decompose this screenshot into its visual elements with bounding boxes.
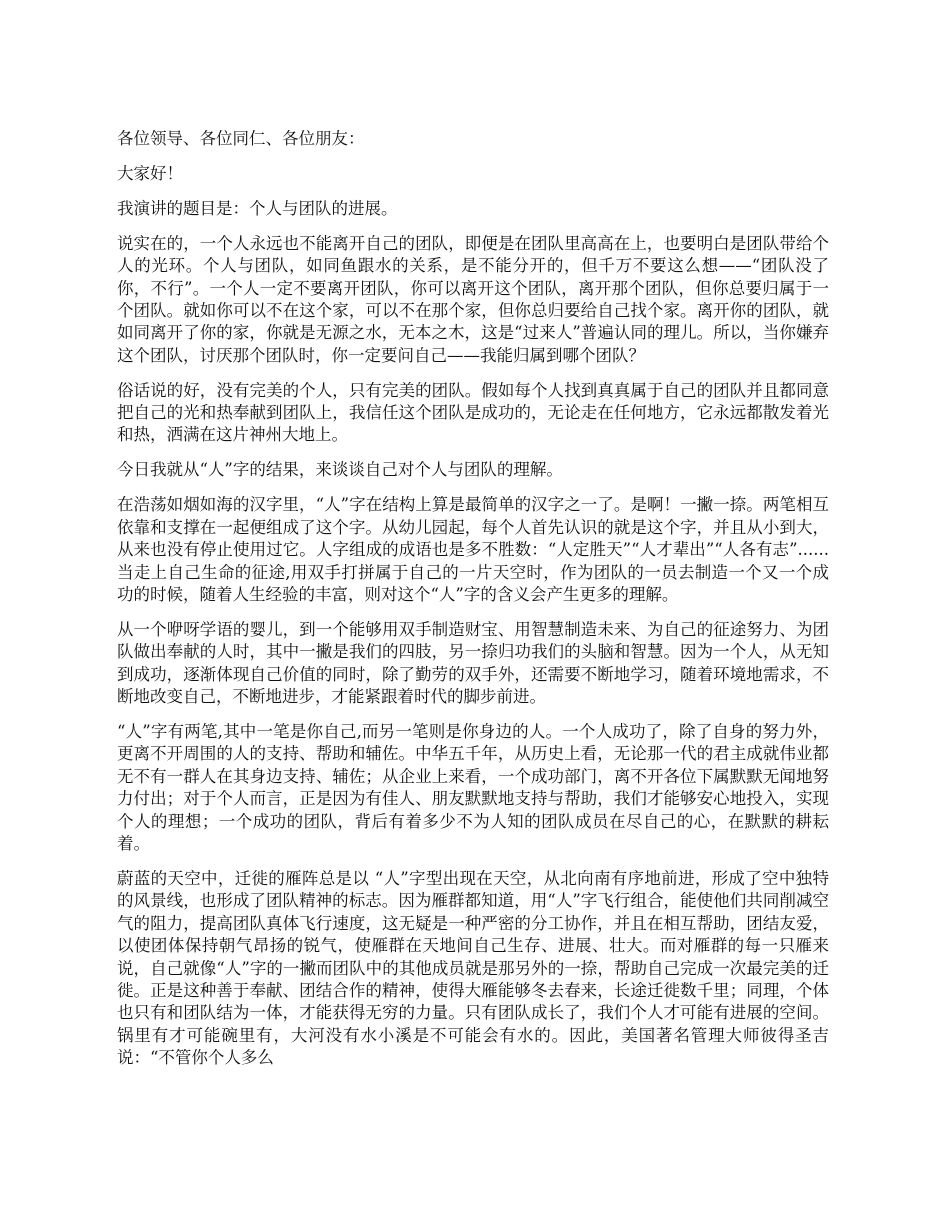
body-paragraph: 从一个咿呀学语的婴儿，到一个能够用双手制造财宝、用智慧制造未来、为自己的征途努力、为团队做出奉献的人时，其中一撇是我们的四肢，另一捺归功我们的头脑和智慧。因为一个人，从无知到成功，逐渐体现自己价值的同时，除了勤劳的双手外，还需要不断地学习，随着环境地需求，不断地改变自己，不断地进步，才能紧跟着时代的脚步前进。 xyxy=(117,619,829,707)
body-paragraph: 在浩荡如烟如海的汉字里，“人”字在结构上算是最简单的汉字之一了。是啊！一撇一捺。两笔相互依靠和支撑在一起便组成了这个字。从幼儿园起，每个人首先认识的就是这个字，并且从小到大，从来也没有停止使用过它。人字组成的成语也是多不胜数：“人定胜天”“人才辈出”“人各有志”......当走上自己生命的征途,用双手打拼属于自己的一片天空时，作为团队的一员去制造一个又一个成功的时候，随着人生经验的丰富，则对这个“人”字的含义会产生更多的理解。 xyxy=(117,495,829,604)
body-paragraph: “人”字有两笔,其中一笔是你自己,而另一笔则是你身边的人。一个人成功了，除了自身的努力外，更离不开周围的人的支持、帮助和辅佐。中华五千年，从历史上看，无论那一代的君主成就伟业都无不有一群人在其身边支持、辅佐；从企业上来看，一个成功部门，离不开各位下属默默无闻地努力付出；对于个人而言，正是因为有佳人、朋友默默地支持与帮助，我们才能够安心地投入，实现个人的理想；一个成功的团队，背后有着多少不为人知的团队成员在尽自己的心，在默默的耕耘着。 xyxy=(117,721,829,853)
greeting: 大家好！ xyxy=(117,163,183,183)
body-paragraph: 今日我就从“人”字的结果，来谈谈自己对个人与团队的理解。 xyxy=(117,460,563,480)
speech-topic: 我演讲的题目是：个人与团队的进展。 xyxy=(117,198,398,218)
body-paragraph: 说实在的，一个人永远也不能离开自己的团队，即便是在团队里高高在上，也要明白是团队带给个人的光环。个人与团队，如同鱼跟水的关系，是不能分开的，但千万不要这么想——“团队没了你，不行”。一个人一定不要离开团队，你可以离开这个团队，离开那个团队，但你总要归属于一个团队。就如你可以不在这个家，可以不在那个家，但你总归要给自己找个家。离开你的团队，就如同离开了你的家，你就是无源之水，无本之木，这是“过来人”普遍认同的理儿。所以，当你嫌弃这个团队，讨厌那个团队时，你一定要问自己——我能归属到哪个团队？ xyxy=(117,233,829,365)
body-paragraph: 俗话说的好，没有完美的个人，只有完美的团队。假如每个人找到真真属于自己的团队并且都同意把自己的光和热奉献到团队上，我信任这个团队是成功的，无论走在任何地方，它永远都散发着光和热，洒满在这片神州大地上。 xyxy=(117,380,829,445)
salutation: 各位领导、各位同仁、各位朋友： xyxy=(117,129,365,148)
body-paragraph: 蔚蓝的天空中，迁徙的雁阵总是以 “人”字型出现在天空，从北向南有序地前进，形成了空中独特的风景线，也形成了团队精神的标志。因为雁群都知道，用“人”字飞行组合，能使他们共同削减空气的阻力，提高团队真体飞行速度，这无疑是一种严密的分工协作，并且在相互帮助，团结友爱，以使团体保持朝气昂扬的锐气，使雁群在天地间自己生存、进展、壮大。而对雁群的每一只雁来说，自己就像“人”字的一撇而团队中的其他成员就是那另外的一捺，帮助自己完成一次最完美的迁徙。正是这种善于奉献、团结合作的精神，使得大雁能够冬去春来，长途迁徙数千里；同理，个体也只有和团队结为一体，才能获得无穷的力量。只有团队成长了，我们个人才可能有进展的空间。锅里有才可能碗里有，大河没有水小溪是不可能会有水的。因此，美国著名管理大师彼得圣吉说：“不管你个人多么 xyxy=(117,868,829,1068)
document-page xyxy=(117,128,829,1082)
